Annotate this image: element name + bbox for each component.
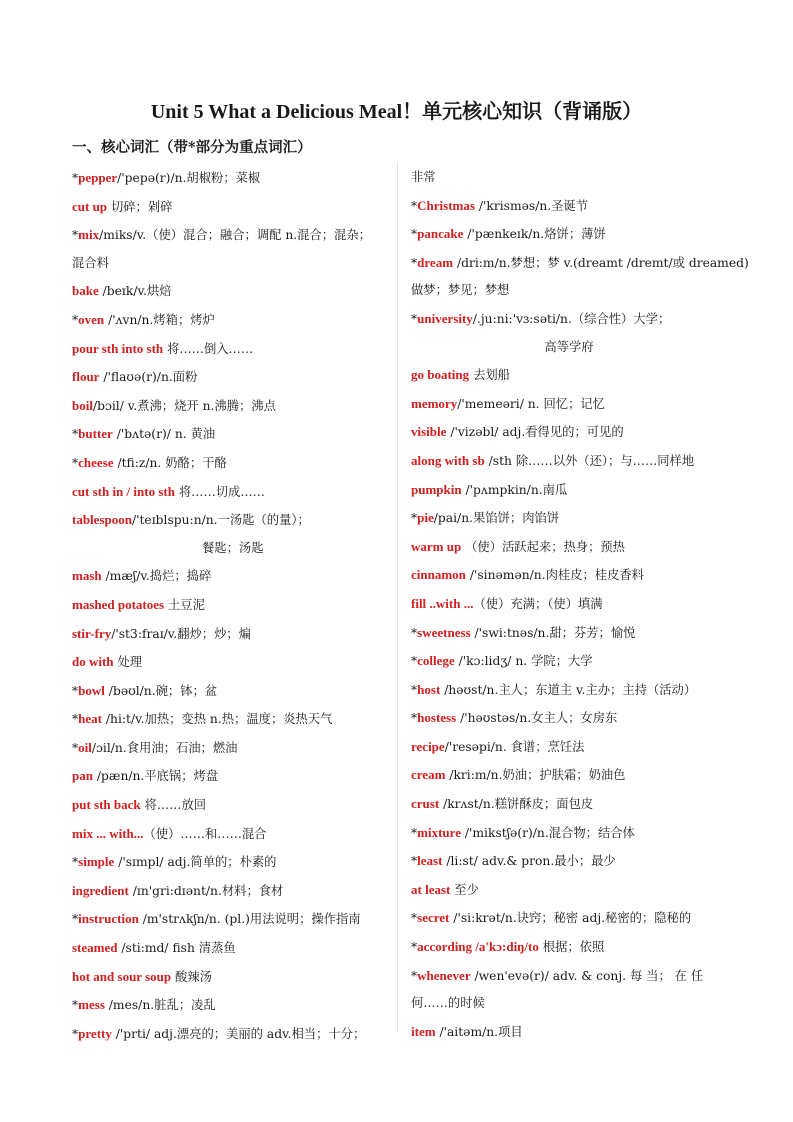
- key-vocab-marker: *: [72, 712, 79, 727]
- vocab-entry: [72, 306, 394, 335]
- vocab-term: oven: [78, 311, 105, 327]
- vocab-entry: [411, 704, 727, 733]
- key-vocab-marker: *: [72, 455, 79, 470]
- vocab-entry: [72, 449, 394, 478]
- vocab-entry: [72, 392, 394, 421]
- vocab-term: pumpkin: [411, 481, 462, 497]
- vocab-entry: [72, 363, 394, 392]
- vocab-term: cut sth in / into sth: [72, 483, 175, 499]
- vocab-definition: 去划船: [469, 368, 510, 383]
- vocab-term: tablespoon: [72, 512, 132, 528]
- vocab-term: steamed: [72, 940, 118, 956]
- vocab-term: secret: [417, 910, 450, 926]
- vocab-definition: /li:st/ adv.& pron.最小；最少: [442, 854, 616, 869]
- vocab-entry: [411, 447, 727, 476]
- key-vocab-marker: *: [72, 228, 79, 243]
- key-vocab-marker: *: [411, 825, 418, 840]
- vocab-entry: [411, 933, 727, 962]
- vocab-entry: [72, 791, 394, 820]
- vocab-entry: [72, 277, 394, 306]
- vocab-entry: [72, 705, 394, 734]
- vocab-definition: /bəʊl/n.碗；钵；盆: [104, 683, 218, 698]
- vocab-term: stir-fry: [72, 625, 112, 641]
- vocab-term: instruction: [78, 911, 139, 927]
- vocab-term: mash: [72, 568, 102, 584]
- vocab-definition: /ɔil/n.食用油；石油；燃油: [91, 740, 238, 755]
- vocab-definition: 非常: [411, 170, 436, 184]
- vocab-definition: /'pænkeɪk/n.烙饼；薄饼: [463, 227, 606, 242]
- vocab-term: mixture: [417, 824, 461, 840]
- vocab-definition: 何……的时候: [411, 996, 485, 1011]
- vocab-term: cheese: [78, 454, 114, 470]
- vocab-definition: /kri:m/n.奶油；护肤霜；奶油色: [445, 768, 626, 783]
- vocab-definition: 至少: [450, 882, 479, 897]
- vocab-term: pie: [417, 510, 434, 526]
- vocab-definition: /'vizəbl/ adj.看得见的；可见的: [446, 425, 624, 440]
- vocab-definition: /'mikstʃə(r)/n.混合物；结合体: [460, 825, 635, 840]
- page-title: Unit 5 What a Delicious Meal！单元核心知识（背诵版）: [150, 101, 643, 123]
- vocab-definition: /bɔil/ v.煮沸；烧开 n.沸腾；沸点: [92, 398, 276, 413]
- vocab-definition: /wen'evə(r)/ adv. & conj. 每 当； 在 任: [470, 968, 704, 983]
- vocab-entry: [72, 877, 394, 906]
- vocab-entry: [72, 1020, 394, 1049]
- vocab-entry: [411, 761, 727, 790]
- vocab-definition: /ɪn'gri:dɪənt/n.材料；食材: [128, 883, 284, 898]
- vocab-definition: /'ʌvn/n.烤箱；烤炉: [104, 312, 215, 327]
- vocab-entry: [72, 335, 394, 364]
- vocab-definition: 处理: [113, 655, 143, 670]
- vocab-definition: /həʊst/n.主人；东道主 v.主办；主持（活动）: [440, 682, 697, 697]
- vocab-definition: 将……放回: [140, 798, 207, 813]
- section-heading: 一、核心词汇（带*部分为重点词汇）: [72, 139, 312, 156]
- vocab-entry: [72, 193, 394, 222]
- vocab-definition: /mes/n.脏乱；凌乱: [104, 998, 216, 1013]
- vocab-entry: [411, 361, 727, 390]
- vocab-definition: /'bʌtə(r)/ n. 黄油: [112, 427, 216, 442]
- vocab-definition: /krʌst/n.糕饼酥皮；面包皮: [439, 797, 594, 812]
- vocab-entry: [411, 305, 727, 334]
- vocab-definition: /'swi:tnəs/n.甜；芬芳；愉悦: [470, 625, 636, 640]
- vocab-definition: 根据；依照: [538, 940, 605, 955]
- vocab-definition: /'sinəmən/n.肉桂皮；桂皮香料: [465, 568, 644, 583]
- key-vocab-marker: *: [72, 427, 79, 442]
- vocab-entry: [411, 277, 727, 305]
- vocab-entry: [411, 962, 727, 991]
- vocab-entry: [72, 250, 394, 278]
- vocab-term: host: [417, 681, 441, 697]
- key-vocab-marker: *: [72, 998, 79, 1013]
- vocab-term: warm up: [411, 538, 462, 554]
- vocab-entry: [72, 420, 394, 449]
- vocab-definition: （使）……和……混合: [143, 826, 267, 841]
- vocab-definition: 餐匙；汤匙: [202, 540, 264, 555]
- vocab-term: ingredient: [72, 882, 129, 898]
- vocab-definition: /tfi:z/n. 奶酪；干酪: [113, 455, 227, 470]
- vocab-column-right: [411, 164, 749, 1046]
- key-vocab-marker: *: [411, 854, 418, 869]
- vocab-term: boil: [72, 397, 93, 413]
- column-divider: [397, 162, 398, 1032]
- vocab-term: dream: [417, 254, 454, 270]
- vocab-term: go boating: [411, 367, 470, 383]
- key-vocab-marker: *: [411, 654, 418, 669]
- vocab-definition: /pai/n.果馅饼；肉馅饼: [433, 511, 560, 526]
- vocab-term: crust: [411, 796, 440, 812]
- vocab-term: along with sb: [411, 452, 485, 468]
- vocab-term: according /a'kɔ:diŋ/to: [417, 939, 539, 955]
- vocab-definition: /'sɪmpl/ adj.简单的；朴素的: [114, 855, 277, 870]
- vocab-definition: /'kɔ:lidʒ/ n. 学院；大学: [454, 654, 593, 669]
- vocab-definition: /m'strʌkʃn/n. (pl.)用法说明；操作指南: [138, 912, 361, 927]
- vocab-term: heat: [78, 711, 102, 727]
- vocab-definition: /'pʌmpkin/n.南瓜: [461, 482, 568, 497]
- vocab-entry: [411, 220, 727, 249]
- vocab-entry: [72, 620, 394, 649]
- vocab-entry: [72, 562, 394, 591]
- vocab-definition: /'həʊstəs/n.女主人；女房东: [456, 711, 618, 726]
- vocab-definition: /'prti/ adj.漂亮的；美丽的 adv.相当；十分；: [111, 1026, 366, 1041]
- vocab-entry: [72, 648, 394, 677]
- vocab-term: pepper: [78, 170, 118, 185]
- vocab-term: pan: [72, 768, 93, 784]
- vocab-entry: [411, 561, 727, 590]
- vocab-definition: （使）充满；（使）填满: [473, 596, 603, 611]
- vocab-definition: 混合料: [72, 255, 109, 270]
- vocab-definition: /mæʃ/v.捣烂；捣碎: [101, 569, 212, 584]
- vocab-entry: [72, 963, 394, 992]
- key-vocab-marker: *: [72, 683, 79, 698]
- vocab-term: fill ..with ...: [411, 595, 474, 611]
- vocab-term: item: [411, 1023, 436, 1039]
- vocab-definition: /'pepə(r)/n.胡椒粉；菜椒: [117, 171, 261, 185]
- vocab-term: oil: [78, 739, 92, 755]
- vocab-definition: /hi:t/v.加热；变热 n.热；温度；炎热天气: [102, 712, 333, 727]
- vocab-term: university: [417, 310, 473, 326]
- key-vocab-marker: *: [411, 911, 418, 926]
- vocab-term: sweetness: [417, 624, 471, 640]
- vocab-entry: [72, 506, 394, 535]
- vocab-entry: [72, 991, 394, 1020]
- vocab-entry: [411, 533, 727, 562]
- vocab-entry: [411, 904, 727, 933]
- vocab-entry: [411, 164, 727, 192]
- vocab-term: Christmas: [417, 197, 475, 213]
- vocab-term: mess: [78, 997, 105, 1013]
- key-vocab-marker: *: [411, 511, 418, 526]
- vocab-entry: [411, 990, 727, 1018]
- vocab-term: bake: [72, 283, 99, 299]
- vocab-entry: [411, 733, 727, 762]
- vocab-definition: /'memeəri/ n. 回忆；记忆: [457, 396, 605, 411]
- key-vocab-marker: *: [411, 227, 418, 242]
- vocab-entry: [72, 934, 394, 963]
- vocab-entry: [72, 905, 394, 934]
- key-vocab-marker: *: [411, 255, 418, 270]
- vocab-column-left: [72, 164, 394, 1048]
- vocab-term: at least: [411, 881, 451, 897]
- key-vocab-marker: *: [72, 312, 79, 327]
- key-vocab-marker: *: [411, 968, 418, 983]
- vocab-entry: [411, 390, 727, 419]
- vocab-term: cinnamon: [411, 567, 466, 583]
- vocab-definition: /.ju:ni:'vɜ:səti/n.（综合性）大学；: [472, 311, 671, 326]
- vocab-entry: [411, 249, 749, 278]
- vocab-term: recipe: [411, 738, 445, 754]
- vocab-term: pancake: [417, 226, 464, 242]
- vocab-entry: [72, 820, 394, 849]
- vocab-definition: 酸辣汤: [171, 969, 212, 984]
- vocab-entry: [72, 535, 394, 563]
- vocab-term: cream: [411, 767, 446, 783]
- vocab-entry: [411, 876, 727, 905]
- vocab-definition: /miks/v.（使）混合；融合；调配 n.混合；混杂；: [99, 228, 371, 243]
- vocab-definition: /'teɪblspu:n/n.一汤匙（的量）；: [131, 513, 310, 528]
- vocab-definition: /dri:m/n.梦想；梦 v.(dreamt /dremt/或 dreamed): [453, 255, 749, 270]
- vocab-definition: /'si:krət/n.诀窍；秘密 adj.秘密的；隐秘的: [449, 911, 692, 926]
- vocab-definition: /'krisməs/n.圣诞节: [474, 198, 589, 213]
- vocab-term: least: [417, 853, 443, 869]
- vocab-entry: [72, 762, 394, 791]
- vocab-term: memory: [411, 395, 458, 411]
- key-vocab-marker: *: [72, 740, 79, 755]
- vocab-term: mix ... with...: [72, 825, 144, 841]
- key-vocab-marker: *: [72, 855, 79, 870]
- vocab-entry: [72, 677, 394, 706]
- vocab-entry: [72, 221, 394, 250]
- key-vocab-marker: *: [72, 912, 79, 927]
- vocab-entry: [411, 590, 727, 619]
- vocab-entry: [72, 591, 394, 620]
- key-vocab-marker: *: [411, 198, 418, 213]
- vocab-term: bowl: [78, 682, 105, 698]
- vocab-definition: （使）活跃起来；热身；预热: [461, 539, 625, 554]
- vocab-definition: 将……倒入……: [163, 341, 254, 356]
- vocab-definition: 土豆泥: [164, 597, 205, 612]
- vocab-definition: 做梦；梦见；梦想: [411, 283, 510, 298]
- vocab-entry: [411, 847, 727, 876]
- key-vocab-marker: *: [411, 625, 418, 640]
- vocab-entry: [411, 504, 727, 533]
- vocab-entry: [72, 478, 394, 507]
- vocab-definition: /sti:md/ fish 清蒸鱼: [117, 941, 236, 956]
- vocab-term: visible: [411, 424, 447, 440]
- key-vocab-marker: *: [411, 711, 418, 726]
- vocab-term: simple: [78, 854, 115, 870]
- vocab-term: flour: [72, 369, 100, 385]
- vocab-definition: /'flaʊə(r)/n.面粉: [99, 370, 198, 385]
- vocab-term: butter: [78, 426, 113, 442]
- vocab-term: pretty: [78, 1025, 112, 1041]
- vocab-entry: [411, 418, 727, 447]
- vocab-term: pour sth into sth: [72, 340, 164, 356]
- key-vocab-marker: *: [411, 311, 418, 326]
- vocab-entry: [72, 164, 394, 193]
- key-vocab-marker: *: [72, 1026, 79, 1041]
- vocab-entry: [411, 334, 727, 362]
- vocab-definition: 高等学府: [544, 339, 594, 354]
- vocab-term: put sth back: [72, 797, 141, 813]
- vocab-definition: /'st3:fraɪ/v.翻炒；炒；煸: [111, 626, 251, 641]
- vocab-term: whenever: [417, 967, 471, 983]
- vocab-definition: /'aitəm/n.项目: [435, 1024, 523, 1039]
- vocab-definition: /sth 除……以外（还）；与……同样地: [484, 453, 695, 468]
- vocab-entry: [411, 1018, 727, 1047]
- vocab-entry: [411, 647, 727, 676]
- vocab-definition: /pæn/n.平底锅；烤盘: [92, 769, 219, 784]
- vocab-entry: [411, 790, 727, 819]
- key-vocab-marker: *: [411, 682, 418, 697]
- vocab-term: do with: [72, 654, 114, 670]
- vocab-term: mashed potatoes: [72, 596, 165, 612]
- vocab-entry: [411, 476, 727, 505]
- vocab-entry: [72, 848, 394, 877]
- vocab-definition: /'resəpi/n. 食谱；烹饪法: [444, 739, 585, 754]
- vocab-entry: [411, 819, 727, 848]
- vocab-term: hot and sour soup: [72, 968, 172, 984]
- vocab-term: college: [417, 653, 455, 669]
- vocab-entry: [72, 734, 394, 763]
- vocab-definition: /beɪk/v.烘焙: [98, 284, 172, 299]
- vocab-entry: [411, 192, 727, 221]
- vocab-definition: 切碎；剁碎: [107, 199, 173, 214]
- key-vocab-marker: *: [72, 171, 79, 185]
- vocab-term: cut up: [72, 198, 108, 214]
- vocab-term: mix: [78, 227, 100, 243]
- key-vocab-marker: *: [411, 940, 418, 955]
- vocab-entry: [411, 676, 727, 705]
- vocab-term: hostess: [417, 710, 457, 726]
- vocab-entry: [411, 619, 727, 648]
- vocab-definition: 将……切成……: [174, 484, 265, 499]
